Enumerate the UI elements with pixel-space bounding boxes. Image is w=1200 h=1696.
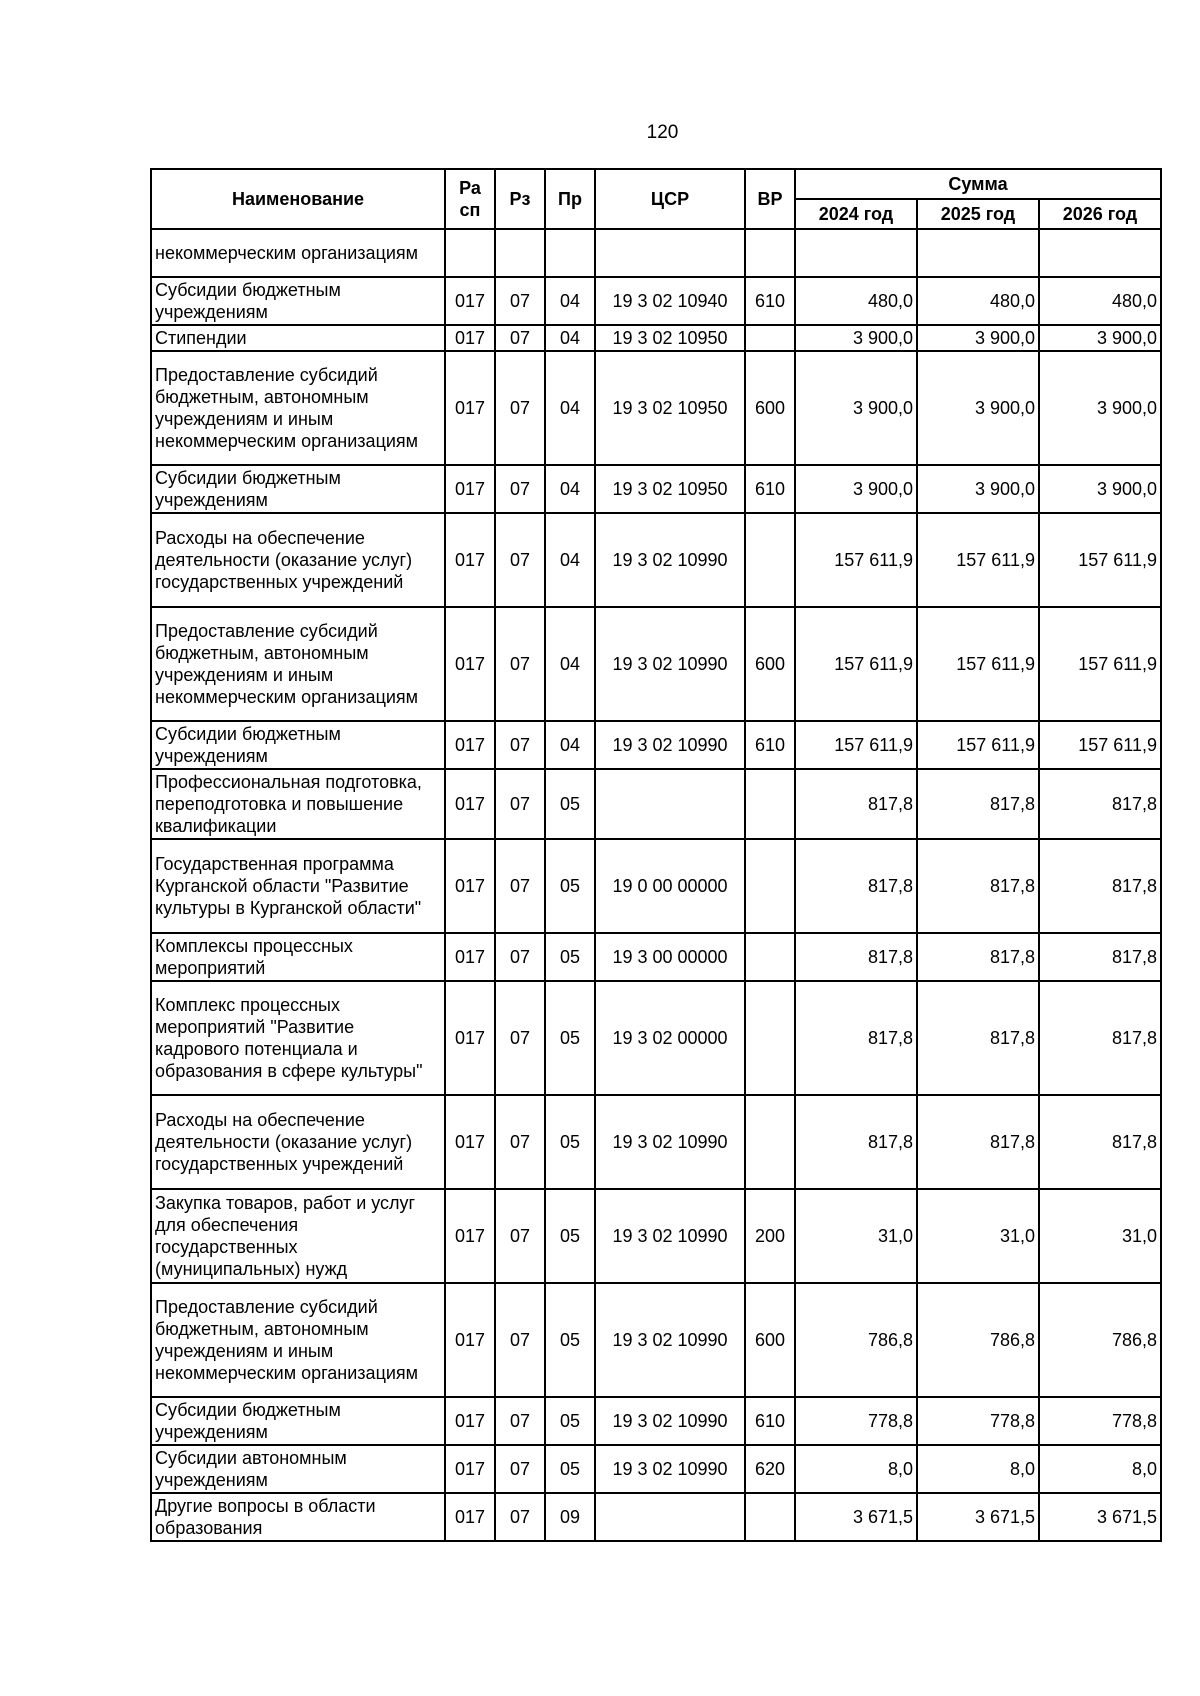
row-rasp: 017 [445, 607, 495, 721]
row-rz: 07 [495, 351, 545, 465]
row-csr [595, 1493, 745, 1541]
table-row [151, 721, 1161, 769]
row-vr: 620 [745, 1445, 795, 1493]
row-amount-2026 [1039, 229, 1161, 277]
row-rasp: 017 [445, 351, 495, 465]
header-pr: Пр [545, 169, 595, 229]
row-vr [745, 769, 795, 839]
row-amount-2025: 157 611,9 [917, 607, 1039, 721]
row-csr: 19 3 00 00000 [595, 933, 745, 981]
row-amount-2025: 480,0 [917, 277, 1039, 325]
row-rz: 07 [495, 933, 545, 981]
row-amount-2026: 3 900,0 [1039, 325, 1161, 351]
row-pr: 04 [545, 325, 595, 351]
row-amount-2024: 3 900,0 [795, 465, 917, 513]
header-rasp-line2: сп [459, 200, 481, 220]
header-vr: ВР [745, 169, 795, 229]
row-amount-2026: 480,0 [1039, 277, 1161, 325]
header-year-2025: 2025 год [917, 199, 1039, 229]
row-name: Государственная программа Курганской области "Развитие культуры в Курганской области" [151, 839, 445, 933]
row-vr: 600 [745, 1283, 795, 1397]
row-rz: 07 [495, 769, 545, 839]
row-amount-2024: 3 671,5 [795, 1493, 917, 1541]
row-rz: 07 [495, 721, 545, 769]
row-rz: 07 [495, 1189, 545, 1283]
header-csr: ЦСР [595, 169, 745, 229]
row-name: Расходы на обеспечение деятельности (оказание услуг) государственных учреждений [151, 1095, 445, 1189]
row-rasp: 017 [445, 1445, 495, 1493]
row-amount-2024: 8,0 [795, 1445, 917, 1493]
row-rasp: 017 [445, 325, 495, 351]
table-body [151, 229, 1161, 1541]
table-row [151, 1493, 1161, 1541]
row-name: Предоставление субсидий бюджетным, автономным учреждениям и иным некоммерческим организациям [151, 1283, 445, 1397]
row-rz: 07 [495, 1493, 545, 1541]
table-row [151, 1283, 1161, 1397]
row-amount-2026: 817,8 [1039, 933, 1161, 981]
row-name: Комплексы процессных мероприятий [151, 933, 445, 981]
row-amount-2026: 817,8 [1039, 981, 1161, 1095]
table-header [151, 169, 1161, 229]
table-row [151, 607, 1161, 721]
row-amount-2024: 3 900,0 [795, 325, 917, 351]
row-amount-2024: 817,8 [795, 1095, 917, 1189]
row-rasp: 017 [445, 513, 495, 607]
row-csr: 19 3 02 10950 [595, 351, 745, 465]
row-pr: 05 [545, 933, 595, 981]
row-amount-2024: 817,8 [795, 839, 917, 933]
row-amount-2026: 817,8 [1039, 769, 1161, 839]
table-row [151, 351, 1161, 465]
row-amount-2024: 157 611,9 [795, 721, 917, 769]
row-amount-2024: 31,0 [795, 1189, 917, 1283]
table-row [151, 513, 1161, 607]
row-amount-2026: 8,0 [1039, 1445, 1161, 1493]
row-rasp: 017 [445, 769, 495, 839]
row-rasp [445, 229, 495, 277]
row-csr: 19 3 02 10990 [595, 1189, 745, 1283]
row-amount-2025: 157 611,9 [917, 513, 1039, 607]
row-name: Профессиональная подготовка, переподготовка и повышение квалификации [151, 769, 445, 839]
row-amount-2025: 157 611,9 [917, 721, 1039, 769]
row-amount-2026: 157 611,9 [1039, 513, 1161, 607]
row-rasp: 017 [445, 1095, 495, 1189]
row-amount-2025: 3 671,5 [917, 1493, 1039, 1541]
row-pr: 05 [545, 1095, 595, 1189]
row-name: Субсидии бюджетным учреждениям [151, 1397, 445, 1445]
row-pr [545, 229, 595, 277]
table-row [151, 277, 1161, 325]
row-rasp: 017 [445, 721, 495, 769]
row-rz: 07 [495, 839, 545, 933]
row-rz: 07 [495, 981, 545, 1095]
row-csr: 19 3 02 10940 [595, 277, 745, 325]
row-pr: 05 [545, 1189, 595, 1283]
row-amount-2026: 817,8 [1039, 1095, 1161, 1189]
row-rz: 07 [495, 1283, 545, 1397]
row-rasp: 017 [445, 981, 495, 1095]
table-row [151, 1095, 1161, 1189]
row-name: Комплекс процессных мероприятий "Развитие кадрового потенциала и образования в сфере культуры" [151, 981, 445, 1095]
row-amount-2024: 817,8 [795, 981, 917, 1095]
row-rz: 07 [495, 607, 545, 721]
table-row [151, 465, 1161, 513]
row-amount-2024: 157 611,9 [795, 607, 917, 721]
row-csr [595, 229, 745, 277]
row-pr: 05 [545, 981, 595, 1095]
row-amount-2026: 3 671,5 [1039, 1493, 1161, 1541]
row-rasp: 017 [445, 1283, 495, 1397]
header-year-2024: 2024 год [795, 199, 917, 229]
row-amount-2024: 786,8 [795, 1283, 917, 1397]
row-amount-2024 [795, 229, 917, 277]
row-amount-2025: 3 900,0 [917, 351, 1039, 465]
header-rasp-line1: Ра [459, 178, 481, 198]
row-name: Субсидии бюджетным учреждениям [151, 721, 445, 769]
row-name: Предоставление субсидий бюджетным, автономным учреждениям и иным некоммерческим организациям [151, 607, 445, 721]
row-vr [745, 325, 795, 351]
row-amount-2024: 817,8 [795, 769, 917, 839]
row-rz: 07 [495, 277, 545, 325]
row-pr: 04 [545, 277, 595, 325]
budget-table [150, 168, 1162, 1542]
row-rz [495, 229, 545, 277]
row-name: Субсидии бюджетным учреждениям [151, 277, 445, 325]
row-rasp: 017 [445, 465, 495, 513]
row-rasp: 017 [445, 1189, 495, 1283]
row-amount-2026: 157 611,9 [1039, 607, 1161, 721]
table-row [151, 1397, 1161, 1445]
header-name: Наименование [151, 169, 445, 229]
row-rz: 07 [495, 325, 545, 351]
row-amount-2025: 817,8 [917, 933, 1039, 981]
row-amount-2025: 817,8 [917, 839, 1039, 933]
row-amount-2025: 817,8 [917, 769, 1039, 839]
row-rasp: 017 [445, 277, 495, 325]
table-row [151, 325, 1161, 351]
row-name: Расходы на обеспечение деятельности (оказание услуг) государственных учреждений [151, 513, 445, 607]
row-name: Субсидии автономным учреждениям [151, 1445, 445, 1493]
header-year-2026: 2026 год [1039, 199, 1161, 229]
row-amount-2025: 8,0 [917, 1445, 1039, 1493]
row-rz: 07 [495, 1397, 545, 1445]
row-csr: 19 3 02 10990 [595, 721, 745, 769]
row-pr: 04 [545, 607, 595, 721]
row-rasp: 017 [445, 933, 495, 981]
table-row [151, 933, 1161, 981]
row-pr: 05 [545, 1397, 595, 1445]
row-rz: 07 [495, 1095, 545, 1189]
row-csr: 19 3 02 10950 [595, 465, 745, 513]
row-amount-2024: 157 611,9 [795, 513, 917, 607]
row-vr: 610 [745, 721, 795, 769]
row-amount-2026: 817,8 [1039, 839, 1161, 933]
row-vr [745, 839, 795, 933]
page-number: 120 [646, 122, 679, 143]
row-amount-2025: 3 900,0 [917, 465, 1039, 513]
row-amount-2025: 778,8 [917, 1397, 1039, 1445]
row-pr: 04 [545, 351, 595, 465]
row-vr [745, 513, 795, 607]
row-amount-2026: 31,0 [1039, 1189, 1161, 1283]
row-amount-2026: 3 900,0 [1039, 465, 1161, 513]
row-amount-2025 [917, 229, 1039, 277]
row-amount-2024: 480,0 [795, 277, 917, 325]
row-name: Закупка товаров, работ и услуг для обеспечения государственных (муниципальных) нужд [151, 1189, 445, 1283]
row-amount-2026: 3 900,0 [1039, 351, 1161, 465]
row-amount-2026: 778,8 [1039, 1397, 1161, 1445]
row-csr: 19 3 02 10990 [595, 1445, 745, 1493]
row-vr: 610 [745, 277, 795, 325]
row-vr: 600 [745, 607, 795, 721]
row-csr: 19 3 02 10950 [595, 325, 745, 351]
row-name: Субсидии бюджетным учреждениям [151, 465, 445, 513]
row-vr [745, 1493, 795, 1541]
row-amount-2026: 157 611,9 [1039, 721, 1161, 769]
row-name: Другие вопросы в области образования [151, 1493, 445, 1541]
row-amount-2025: 31,0 [917, 1189, 1039, 1283]
header-rz: Рз [495, 169, 545, 229]
row-rz: 07 [495, 465, 545, 513]
row-vr: 610 [745, 465, 795, 513]
table-row [151, 981, 1161, 1095]
row-csr: 19 3 02 10990 [595, 607, 745, 721]
row-vr [745, 1095, 795, 1189]
row-pr: 05 [545, 1445, 595, 1493]
row-pr: 05 [545, 769, 595, 839]
row-csr: 19 3 02 00000 [595, 981, 745, 1095]
table-row [151, 229, 1161, 277]
row-pr: 04 [545, 465, 595, 513]
row-rz: 07 [495, 513, 545, 607]
row-amount-2025: 3 900,0 [917, 325, 1039, 351]
row-rz: 07 [495, 1445, 545, 1493]
row-amount-2025: 817,8 [917, 1095, 1039, 1189]
row-rasp: 017 [445, 839, 495, 933]
row-vr [745, 981, 795, 1095]
row-csr: 19 0 00 00000 [595, 839, 745, 933]
row-name: Предоставление субсидий бюджетным, автономным учреждениям и иным некоммерческим организациям [151, 351, 445, 465]
row-amount-2024: 3 900,0 [795, 351, 917, 465]
row-amount-2025: 786,8 [917, 1283, 1039, 1397]
row-rasp: 017 [445, 1493, 495, 1541]
row-csr: 19 3 02 10990 [595, 1397, 745, 1445]
row-pr: 05 [545, 839, 595, 933]
row-amount-2024: 778,8 [795, 1397, 917, 1445]
header-rasp [445, 169, 495, 229]
row-vr: 600 [745, 351, 795, 465]
row-csr: 19 3 02 10990 [595, 1283, 745, 1397]
row-vr [745, 229, 795, 277]
row-pr: 04 [545, 513, 595, 607]
header-sum: Сумма [795, 169, 1161, 199]
row-pr: 09 [545, 1493, 595, 1541]
table-row [151, 1189, 1161, 1283]
row-vr: 200 [745, 1189, 795, 1283]
row-amount-2024: 817,8 [795, 933, 917, 981]
row-csr: 19 3 02 10990 [595, 1095, 745, 1189]
table-row [151, 839, 1161, 933]
row-amount-2025: 817,8 [917, 981, 1039, 1095]
table-row [151, 1445, 1161, 1493]
table-row [151, 769, 1161, 839]
row-csr [595, 769, 745, 839]
row-amount-2026: 786,8 [1039, 1283, 1161, 1397]
row-csr: 19 3 02 10990 [595, 513, 745, 607]
row-pr: 04 [545, 721, 595, 769]
row-pr: 05 [545, 1283, 595, 1397]
row-vr: 610 [745, 1397, 795, 1445]
row-name: некоммерческим организациям [151, 229, 445, 277]
row-rasp: 017 [445, 1397, 495, 1445]
row-name: Стипендии [151, 325, 445, 351]
row-vr [745, 933, 795, 981]
